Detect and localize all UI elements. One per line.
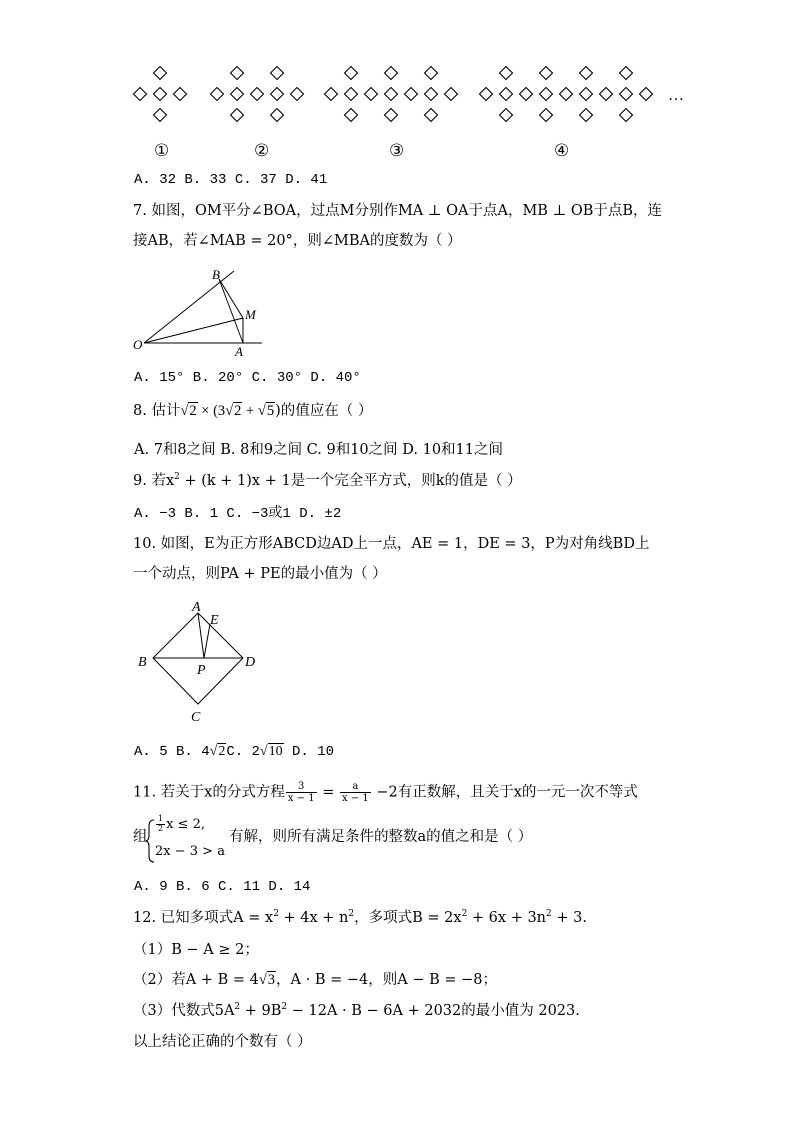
diamond-shape <box>211 88 224 101</box>
q10-choice-c-radicand: 10 <box>268 744 283 759</box>
q7-label-B: B <box>212 267 220 282</box>
q10-stem-line2: 一个动点，则PA + PE的最小值为（ ） <box>133 566 387 582</box>
q12-statement-1: （1）B − A ≥ 2； <box>133 942 259 958</box>
q10-choice-b-radicand: 2 <box>218 744 226 759</box>
q9-exponent: 2 <box>174 472 180 482</box>
q10-label-A: A <box>192 600 201 615</box>
diamond-shape <box>620 67 633 80</box>
pattern-ellipsis: … <box>668 87 684 104</box>
q11-ineq1-fraction: $\frac{1}{2}$ <box>158 814 164 833</box>
pattern-label-3: ③ <box>389 141 405 160</box>
diamond-shape <box>154 67 167 80</box>
diamond-shape <box>500 67 513 80</box>
q8-plus: + <box>242 403 258 419</box>
diamond-shape <box>325 88 338 101</box>
diamond-shape <box>540 88 553 101</box>
q11-fraction-2: $\frac{a}{x - 1}$ <box>341 781 369 804</box>
diamond-shape <box>640 88 653 101</box>
diamond-shape <box>425 88 438 101</box>
diamond-shape <box>385 109 398 122</box>
diamond-shape <box>580 109 593 122</box>
diamond-shape <box>365 88 378 101</box>
diamond-shape <box>251 88 264 101</box>
diamond-pattern-figure <box>0 55 794 165</box>
q11-line1-a: 11. 若关于x的分式方程 <box>133 784 285 801</box>
q7-label-M: M <box>245 307 256 322</box>
q7-angle-figure <box>130 262 270 362</box>
pattern-label-1: ① <box>154 141 170 160</box>
q9-choices: A. −3 B. 1 C. −3或1 D. ±2 <box>134 506 342 522</box>
q8-radicand-2: 2 <box>234 403 242 419</box>
q11-line1 <box>133 781 638 804</box>
q10-label-P: P <box>197 663 206 678</box>
q10-stem-line1: 10. 如图，E为正方形ABCD边AD上一点，AE = 1，DE = 3，P为对角线BD上 <box>133 536 650 552</box>
diamond-shape <box>271 109 284 122</box>
diamond-shape <box>480 88 493 101</box>
diamond-shape <box>345 88 358 101</box>
diamond-shape <box>580 88 593 101</box>
q11-choices: A. 9 B. 6 C. 11 D. 14 <box>134 879 311 895</box>
diamond-shape <box>134 88 147 101</box>
q9-stem-b: + (k + 1)x + 1是一个完全平方式，则k的值是（ ） <box>179 473 522 489</box>
q11-fraction-1: $\frac{3}{x - 1}$ <box>287 781 315 804</box>
diamond-shape <box>500 109 513 122</box>
q10-label-D: D <box>245 655 256 670</box>
diamond-shape <box>385 67 398 80</box>
diamond-shape <box>231 67 244 80</box>
q8-prefix: 8. 估计 <box>133 403 181 419</box>
q8-radicand-3: 5 <box>266 403 275 419</box>
diamond-shape <box>540 67 553 80</box>
q10-choice-a: A. 5 B. 4 <box>134 744 210 760</box>
q12-statement-3: （3）代数式$5A^2 + 9B^2 - 12A \cdot B - 6A + 2032$的最小值为 2023. <box>133 1002 580 1019</box>
diamond-shape <box>425 67 438 80</box>
q10-choice-c: C. 2 <box>226 744 260 760</box>
diamond-shape <box>600 88 613 101</box>
q11-ineq1-text: x ≤ 2, <box>166 816 205 832</box>
diamond-shape <box>405 88 418 101</box>
q12-statement-2: （2）若A + B = 4√3，A · B = −4，则A − B = −8； <box>133 972 497 988</box>
pattern-label-4: ④ <box>554 141 570 160</box>
q11-equals: = <box>317 784 339 801</box>
diamond-shape <box>345 109 358 122</box>
q10-choice-d: D. 10 <box>283 744 335 760</box>
diamond-shape <box>385 88 398 101</box>
q8-times: × (3 <box>197 403 226 419</box>
diamond-shape <box>345 67 358 80</box>
diamond-shape <box>231 88 244 101</box>
q7-label-O: O <box>133 337 143 352</box>
q8-choices: A. 7和8之间 B. 8和9之间 C. 9和10之间 D. 10和11之间 <box>134 442 503 458</box>
diamond-shape <box>154 109 167 122</box>
diamond-shape <box>291 88 304 101</box>
diamond-shape <box>271 88 284 101</box>
q10-choices: A. 5 B. 4√2C. 2√10 D. 10 <box>134 744 335 760</box>
q12-stem: 12. 已知多项式$A = x^2 + 4x + n^2$，多项式$B = 2x^2 + 6x + 3n^2 + 3$. <box>133 909 587 926</box>
q7-choices: A. 15° B. 20° C. 30° D. 40° <box>134 370 361 386</box>
diamond-shape <box>154 88 167 101</box>
diamond-shape <box>560 88 573 101</box>
diamond-shape <box>580 67 593 80</box>
q10-label-C: C <box>191 710 201 725</box>
diamond-shape <box>231 109 244 122</box>
q7-stem-line1: 7. 如图，OM平分∠BOA，过点M分别作MA ⊥ OA于点A，MB ⊥ OB于点B，连 <box>133 203 663 219</box>
diamond-shape <box>620 109 633 122</box>
q7-stem-line2: 接AB，若∠MAB = 20°，则∠MBA的度数为（ ） <box>133 233 462 249</box>
q11-line1-b: −2有正数解，且关于x的一元一次不等式 <box>371 784 638 801</box>
q11-zu: 组 <box>133 829 148 845</box>
q10-label-E: E <box>210 613 219 628</box>
diamond-shape <box>540 109 553 122</box>
q11-ineq1 <box>155 815 205 834</box>
diamond-shape <box>174 88 187 101</box>
q10-label-B: B <box>138 655 147 670</box>
q8-radicand-1: 2 <box>189 403 197 419</box>
q10-square-figure <box>130 596 270 728</box>
diamond-shape <box>271 67 284 80</box>
q8-stem: 8. 估计√2 × (3√2 + √5)的值应在（ ） <box>133 403 373 419</box>
diamond-shape <box>520 88 533 101</box>
q6-choices: A. 32 B. 33 C. 37 D. 41 <box>134 172 328 188</box>
q12-conclusion: 以上结论正确的个数有（ ） <box>133 1034 312 1050</box>
q11-line2: 有解，则所有满足条件的整数a的值之和是（ ） <box>229 829 533 845</box>
q8-suffix: )的值应在（ ） <box>275 403 373 419</box>
q11-ineq2: 2x − 3 > a <box>155 844 225 859</box>
diamond-shape <box>620 88 633 101</box>
pattern-label-2: ② <box>254 141 270 160</box>
q9-stem-a: 9. 若x <box>133 473 175 489</box>
diamond-shape <box>425 109 438 122</box>
diamond-shape <box>445 88 458 101</box>
q9-stem <box>133 474 522 489</box>
q7-label-A: A <box>235 344 243 359</box>
diamond-shape <box>500 88 513 101</box>
